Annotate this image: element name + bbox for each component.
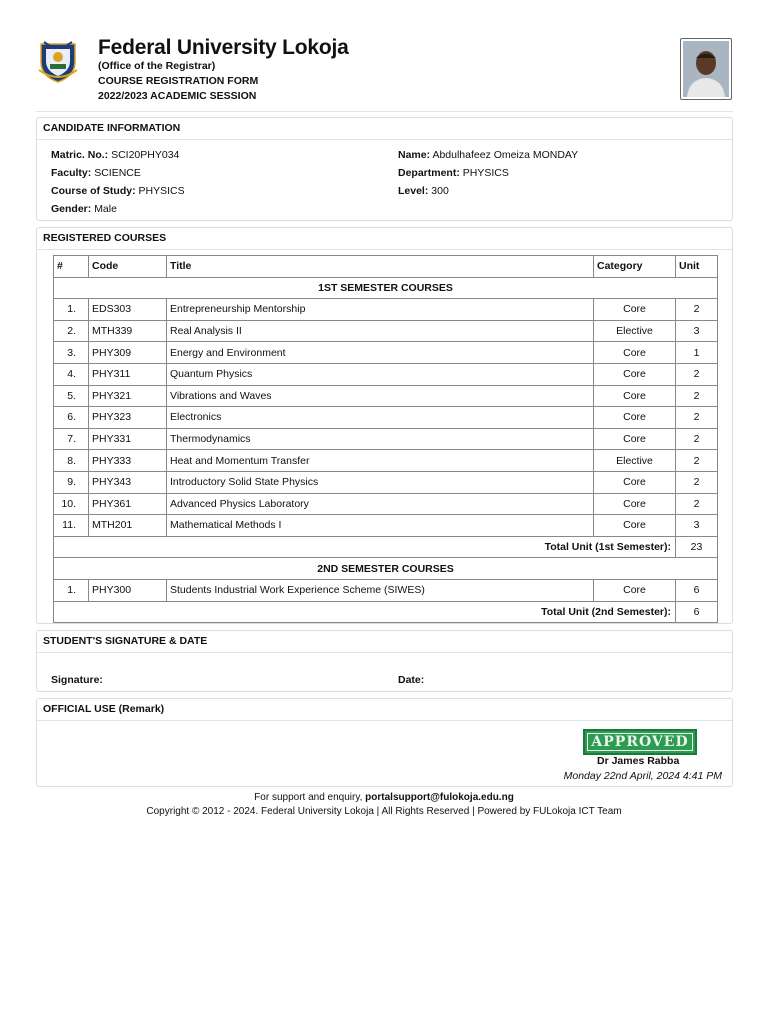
course-of-study-field xyxy=(51,185,185,197)
course-unit: 1 xyxy=(676,342,718,364)
course-code: PHY343 xyxy=(89,471,167,493)
course-code: PHY311 xyxy=(89,363,167,385)
faculty-value: SCIENCE xyxy=(94,167,141,179)
table-row xyxy=(54,407,718,429)
course-number: 1. xyxy=(54,579,89,601)
course-title: Heat and Momentum Transfer xyxy=(167,450,594,472)
course-category: Core xyxy=(594,363,676,385)
support-email-link[interactable]: portalsupport@fulokoja.edu.ng xyxy=(365,792,514,803)
course-category: Core xyxy=(594,407,676,429)
official-use-card xyxy=(36,698,733,787)
courses-table xyxy=(53,255,718,623)
department-value: PHYSICS xyxy=(462,167,509,179)
name-field xyxy=(398,149,578,161)
signature-label: Signature: xyxy=(51,674,103,686)
semester-1-total-row xyxy=(54,536,718,558)
course-unit: 2 xyxy=(676,450,718,472)
support-line xyxy=(0,792,768,803)
semester-2-total-value: 6 xyxy=(676,601,718,623)
semester-1-total-label: Total Unit (1st Semester): xyxy=(54,536,676,558)
course-title: Advanced Physics Laboratory xyxy=(167,493,594,515)
approval-date: Monday 22nd April, 2024 4:41 PM xyxy=(563,770,722,782)
level-field xyxy=(398,185,449,197)
copyright-line: Copyright © 2012 - 2024. Federal University Lokoja | All Rights Reserved | Powered by FULokoja ICT Team xyxy=(146,806,622,817)
course-number: 5. xyxy=(54,385,89,407)
signature-section-title: STUDENT'S SIGNATURE & DATE xyxy=(37,631,732,653)
course-number: 3. xyxy=(54,342,89,364)
gender-field xyxy=(51,203,117,215)
matric-field xyxy=(51,149,179,161)
course-code: PHY309 xyxy=(89,342,167,364)
course-code: EDS303 xyxy=(89,299,167,321)
stamp-text: APPROVED xyxy=(591,734,689,750)
course-code: PHY331 xyxy=(89,428,167,450)
course-code: PHY323 xyxy=(89,407,167,429)
semester-1-total-value: 23 xyxy=(676,536,718,558)
matric-label: Matric. No.: xyxy=(51,149,109,161)
course-code: PHY333 xyxy=(89,450,167,472)
course-category: Core xyxy=(594,515,676,537)
student-signature-card xyxy=(36,630,733,692)
course-number: 7. xyxy=(54,428,89,450)
table-row xyxy=(54,342,718,364)
university-crest-icon xyxy=(38,40,78,84)
course-title: Mathematical Methods I xyxy=(167,515,594,537)
course-unit: 3 xyxy=(676,320,718,342)
table-row xyxy=(54,515,718,537)
course-category: Core xyxy=(594,471,676,493)
candidate-section-title: CANDIDATE INFORMATION xyxy=(37,118,732,140)
passport-photo xyxy=(680,38,732,100)
semester-1-heading-row xyxy=(54,277,718,299)
candidate-information-card xyxy=(36,117,733,221)
person-portrait-icon xyxy=(683,41,729,97)
course-category: Core xyxy=(594,428,676,450)
course-number: 1. xyxy=(54,299,89,321)
gender-value: Male xyxy=(94,203,117,215)
course-category: Core xyxy=(594,299,676,321)
faculty-field xyxy=(51,167,141,179)
semester-2-total-label: Total Unit (2nd Semester): xyxy=(54,601,676,623)
semester-2-title: 2ND SEMESTER COURSES xyxy=(54,558,718,580)
course-title: Real Analysis II xyxy=(167,320,594,342)
gender-label: Gender: xyxy=(51,203,92,215)
table-header-row xyxy=(54,256,718,278)
course-title: Thermodynamics xyxy=(167,428,594,450)
academic-session: 2022/2023 ACADEMIC SESSION xyxy=(98,90,257,102)
course-unit: 3 xyxy=(676,515,718,537)
course-code: PHY300 xyxy=(89,579,167,601)
registered-courses-card xyxy=(36,227,733,624)
course-unit: 2 xyxy=(676,385,718,407)
column-header-unit: Unit xyxy=(676,256,718,278)
table-row xyxy=(54,363,718,385)
table-row xyxy=(54,493,718,515)
course-unit: 2 xyxy=(676,428,718,450)
table-row xyxy=(54,471,718,493)
table-row xyxy=(54,428,718,450)
name-value: Abdulhafeez Omeiza MONDAY xyxy=(432,149,579,161)
course-code: PHY361 xyxy=(89,493,167,515)
faculty-label: Faculty: xyxy=(51,167,92,179)
course-number: 4. xyxy=(54,363,89,385)
course-unit: 2 xyxy=(676,299,718,321)
course-category: Core xyxy=(594,342,676,364)
course-code: MTH339 xyxy=(89,320,167,342)
course-unit: 2 xyxy=(676,407,718,429)
semester-2-total-row xyxy=(54,601,718,623)
course-number: 10. xyxy=(54,493,89,515)
course-number: 8. xyxy=(54,450,89,472)
course-category: Elective xyxy=(594,450,676,472)
column-header-code: Code xyxy=(89,256,167,278)
course-category: Elective xyxy=(594,320,676,342)
university-name: Federal University Lokoja xyxy=(98,36,349,59)
course-code: MTH201 xyxy=(89,515,167,537)
official-section-title: OFFICIAL USE (Remark) xyxy=(37,699,732,721)
semester-1-title: 1ST SEMESTER COURSES xyxy=(54,277,718,299)
name-label: Name: xyxy=(398,149,431,161)
header-divider xyxy=(36,111,733,112)
course-title: Vibrations and Waves xyxy=(167,385,594,407)
column-header-number: # xyxy=(54,256,89,278)
support-prefix: For support and enquiry, xyxy=(254,792,363,803)
course-of-study-label: Course of Study: xyxy=(51,185,136,197)
course-title: Students Industrial Work Experience Scheme (SIWES) xyxy=(167,579,594,601)
course-unit: 2 xyxy=(676,363,718,385)
course-title: Quantum Physics xyxy=(167,363,594,385)
course-title: Introductory Solid State Physics xyxy=(167,471,594,493)
column-header-category: Category xyxy=(594,256,676,278)
course-title: Energy and Environment xyxy=(167,342,594,364)
column-header-title: Title xyxy=(167,256,594,278)
table-row xyxy=(54,579,718,601)
level-value: 300 xyxy=(431,185,449,197)
department-label: Department: xyxy=(398,167,460,179)
course-category: Core xyxy=(594,385,676,407)
table-row xyxy=(54,385,718,407)
course-unit: 6 xyxy=(676,579,718,601)
semester-2-heading-row xyxy=(54,558,718,580)
approver-name: Dr James Rabba xyxy=(597,755,680,767)
course-unit: 2 xyxy=(676,471,718,493)
matric-value: SCI20PHY034 xyxy=(111,149,180,161)
date-label: Date: xyxy=(398,674,425,686)
course-number: 11. xyxy=(54,515,89,537)
form-title: COURSE REGISTRATION FORM xyxy=(98,75,259,87)
department-field xyxy=(398,167,509,179)
course-title: Electronics xyxy=(167,407,594,429)
approved-stamp xyxy=(583,729,697,755)
office-subtitle: (Office of the Registrar) xyxy=(98,60,216,72)
course-code: PHY321 xyxy=(89,385,167,407)
registered-section-title: REGISTERED COURSES xyxy=(37,228,732,250)
course-unit: 2 xyxy=(676,493,718,515)
course-of-study-value: PHYSICS xyxy=(138,185,185,197)
course-number: 9. xyxy=(54,471,89,493)
table-row xyxy=(54,320,718,342)
course-category: Core xyxy=(594,493,676,515)
document-header xyxy=(36,36,733,108)
table-row xyxy=(54,299,718,321)
course-number: 2. xyxy=(54,320,89,342)
course-number: 6. xyxy=(54,407,89,429)
course-category: Core xyxy=(594,579,676,601)
level-label: Level: xyxy=(398,185,429,197)
table-row xyxy=(54,450,718,472)
course-title: Entrepreneurship Mentorship xyxy=(167,299,594,321)
